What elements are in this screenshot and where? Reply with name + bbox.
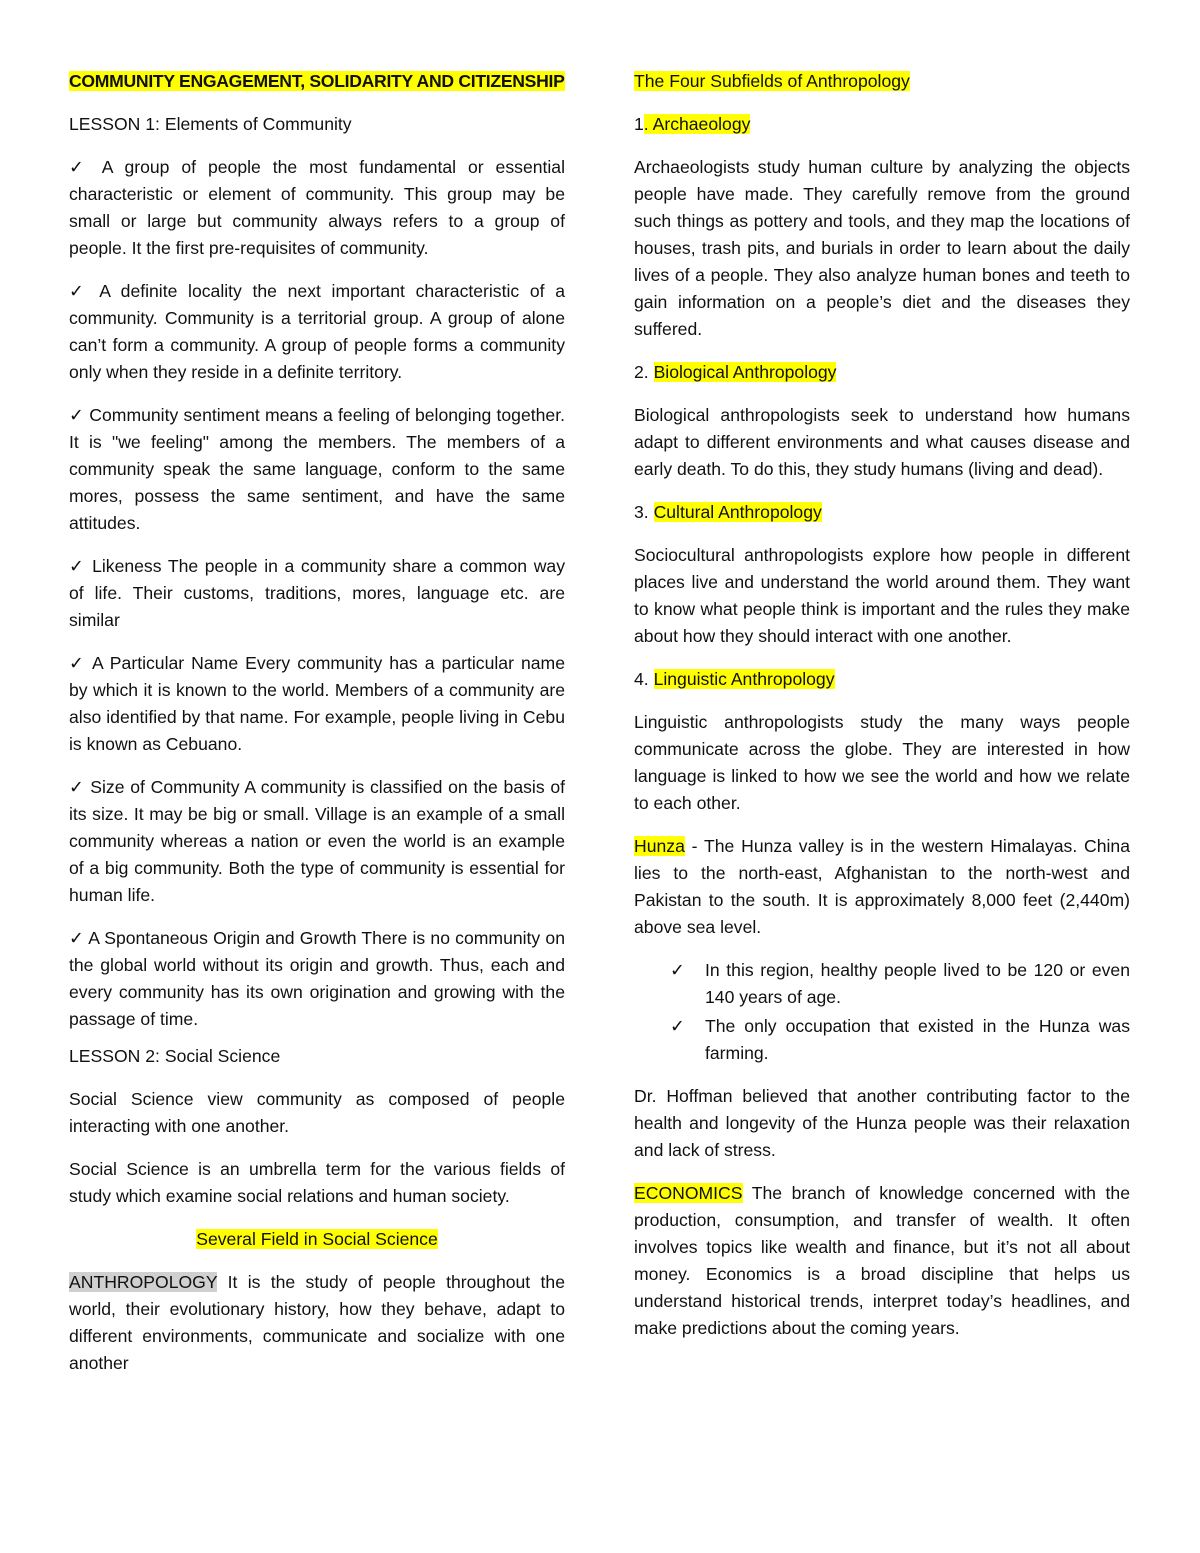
element-size-of-community: ✓ Size of Community A community is classified on the basis of its size. It may be big or small. Village is an example of a small community whereas a nation or even the world is an example of a big community. Both the type of community is essential for human life. <box>69 777 565 905</box>
subfield-1-text: Archaeologists study human culture by analyzing the objects people have made. They carefully remove from the ground such things as pottery and tools, and they map the locations of houses, trash pits, and burials in order to learn about the daily lives of a people. They also analyze human bones and teeth to gain information on a people’s diet and the diseases they suffered. <box>634 157 1130 339</box>
subfield-1-number: 1 <box>634 114 644 134</box>
subfield-4-text: Linguistic anthropologists study the many ways people communicate across the globe. They are interested in how language is linked to how we see the world and how we relate to each other. <box>634 712 1130 813</box>
hunza-label: Hunza <box>634 836 685 856</box>
subfield-3-heading <box>634 499 1130 526</box>
document-title-text: COMMUNITY ENGAGEMENT, SOLIDARITY AND CITIZENSHIP <box>69 71 565 91</box>
subfield-2-label: Biological Anthropology <box>653 362 837 382</box>
anthropology-text: It is the study of people throughout the world, their evolutionary history, how they behave, adapt to different environments, communicate and socialize with one another <box>69 1272 565 1373</box>
hunza-point-text: In this region, healthy people lived to be 120 or even 140 years of age. <box>705 960 1130 1007</box>
subfield-1-label: . Archaeology <box>643 114 751 134</box>
element-likeness: ✓ Likeness The people in a community share a common way of life. Their customs, traditions, mores, language etc. are similar <box>69 556 565 630</box>
element-particular-name: ✓ A Particular Name Every community has a particular name by which it is known to the world. Members of a community are also identified by that name. For example, people living in Cebu is known as Cebuano. <box>69 653 565 754</box>
hunza-points <box>634 957 1130 1067</box>
fields-heading <box>69 1226 565 1253</box>
subfield-2-text: Biological anthropologists seek to understand how humans adapt to different environments and what causes disease and early death. To do this, they study humans (living and dead). <box>634 405 1130 479</box>
subfield-3-number: 3. <box>634 502 654 522</box>
element-spontaneous-origin: ✓ A Spontaneous Origin and Growth There is no community on the global world without its origin and growth. Thus, each and every community has its own origination and growing with the passage of time. <box>69 928 565 1029</box>
subfield-3-text: Sociocultural anthropologists explore how people in different places live and understand the world around them. They want to know what people think is important and the rules they make about how they should interact with one another. <box>634 545 1130 646</box>
right-column <box>634 68 1130 1358</box>
subfield-4-number: 4. <box>634 669 654 689</box>
subfield-2-heading <box>634 359 1130 386</box>
subfield-1-heading <box>634 111 1130 138</box>
checkmark-icon: ✓ <box>670 960 685 980</box>
hunza-point <box>634 1013 1130 1067</box>
anthropology-paragraph <box>69 1269 565 1377</box>
hunza-point <box>634 957 1130 1011</box>
subfields-heading-text: The Four Subfields of Anthropology <box>634 71 910 91</box>
checkmark-icon: ✓ <box>670 1016 685 1036</box>
fields-heading-text: Several Field in Social Science <box>196 1229 438 1249</box>
economics-paragraph <box>634 1180 1130 1342</box>
subfields-heading <box>634 68 1130 95</box>
left-column <box>69 68 565 1393</box>
hunza-text: - The Hunza valley is in the western Himalayas. China lies to the north-east, Afghanistan to the north-west and Pakistan to the south. It is approximately 8,000 feet (2,440m) above sea level. <box>634 836 1130 937</box>
hunza-point-text: The only occupation that existed in the Hunza was farming. <box>705 1016 1130 1063</box>
subfield-2-number: 2. <box>634 362 654 382</box>
hoffman-paragraph: Dr. Hoffman believed that another contributing factor to the health and longevity of the Hunza people was their relaxation and lack of stress. <box>634 1086 1130 1160</box>
social-science-paragraph-2: Social Science is an umbrella term for the various fields of study which examine social relations and human society. <box>69 1159 565 1206</box>
lesson2-heading: LESSON 2: Social Science <box>69 1046 281 1066</box>
element-definite-locality: ✓ A definite locality the next important characteristic of a community. Community is a territorial group. A group of alone can’t form a community. A group of people forms a community only when they reside in a definite territory. <box>69 281 565 382</box>
document-title <box>69 68 565 95</box>
anthropology-label: ANTHROPOLOGY <box>69 1272 218 1292</box>
economics-label: ECONOMICS <box>634 1183 743 1203</box>
economics-text: The branch of knowledge concerned with the production, consumption, and transfer of wealth. It often involves topics like wealth and finance, but it’s not all about money. Economics is a broad discipline that helps us understand historical trends, interpret today’s headlines, and make predictions about the coming years. <box>634 1183 1130 1338</box>
subfield-4-label: Linguistic Anthropology <box>653 669 835 689</box>
lesson1-heading: LESSON 1: Elements of Community <box>69 114 352 134</box>
element-community-sentiment: ✓ Community sentiment means a feeling of belonging together. It is "we feeling" among the members. The members of a community speak the same language, conform to the same mores, possess the same sentiment, and have the same attitudes. <box>69 405 565 533</box>
element-group-of-people: ✓ A group of people the most fundamental or essential characteristic or element of community. This group may be small or large but community always refers to a group of people. It the first pre-requisites of community. <box>69 157 565 258</box>
subfield-4-heading <box>634 666 1130 693</box>
hunza-paragraph <box>634 833 1130 941</box>
social-science-paragraph-1: Social Science view community as composed of people interacting with one another. <box>69 1089 565 1136</box>
subfield-3-label: Cultural Anthropology <box>653 502 822 522</box>
